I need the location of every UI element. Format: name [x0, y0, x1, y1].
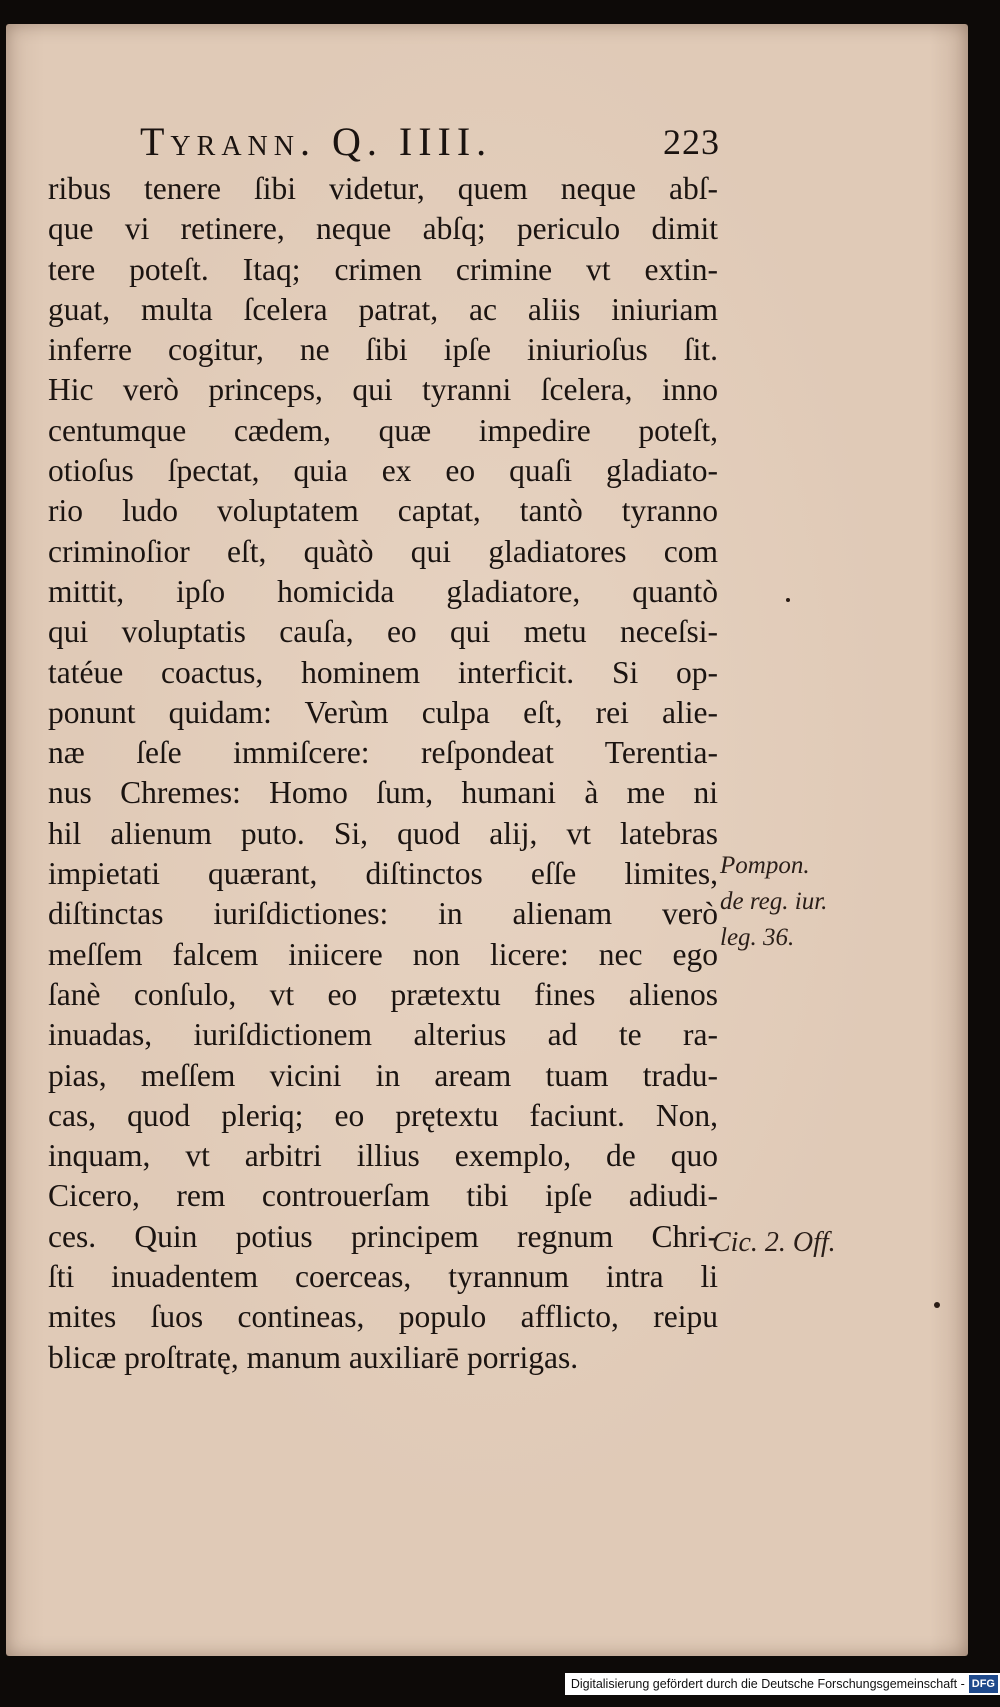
- ink-speck: [934, 1302, 940, 1308]
- text-line: impietati quærant, diſtinctos eſſe limites,: [48, 856, 718, 892]
- text-line: mites ſuos contineas, populo afflicto, reipu: [48, 1299, 718, 1335]
- margin-note-line: leg. 36.: [720, 924, 795, 951]
- text-line: rio ludo voluptatem captat, tantò tyranno: [48, 493, 718, 529]
- text-line: otioſus ſpectat, quia ex eo quaſi gladiato-: [48, 453, 718, 489]
- body-text: [48, 169, 718, 1378]
- text-line: cas, quod pleriq; eo prętextu faciunt. Non,: [48, 1097, 718, 1133]
- page-number: 223: [663, 122, 720, 162]
- text-line: pias, meſſem vicini in aream tuam tradu-: [48, 1057, 718, 1093]
- ink-speck: [786, 598, 790, 602]
- digitization-credit: [565, 1673, 1000, 1695]
- text-line: meſſem falcem iniicere non licere: nec ego: [48, 936, 718, 972]
- text-line: Cicero, rem controuerſam tibi ipſe adiudi-: [48, 1178, 718, 1214]
- text-line: inferre cogitur, ne ſibi ipſe iniurioſus ſit.: [48, 332, 718, 368]
- text-line: inquam, vt arbitri illius exemplo, de quo: [48, 1138, 718, 1174]
- text-line: qui voluptatis cauſa, eo qui metu neceſsi-: [48, 614, 718, 650]
- margin-note-pomponius: [720, 848, 827, 956]
- text-line: tere poteſt. Itaq; crimen crimine vt extin-: [48, 251, 718, 287]
- margin-note-line: de reg. iur.: [720, 888, 828, 915]
- margin-note-line: Pompon.: [720, 852, 810, 879]
- text-line: hil alienum puto. Si, quod alij, vt latebras: [48, 815, 718, 851]
- text-line: criminoſior eſt, quàtò qui gladiatores com: [48, 533, 718, 569]
- text-line: ribus tenere ſibi videtur, quem neque abſ-: [48, 171, 718, 206]
- running-title: Tyrann. Q. IIII.: [140, 119, 493, 164]
- text-line: nus Chremes: Homo ſum, humani à me ni: [48, 775, 718, 811]
- text-line: ponunt quidam: Verùm culpa eſt, rei alie-: [48, 694, 718, 730]
- text-line: ces. Quin potius principem regnum Chri-: [48, 1218, 718, 1254]
- text-line: centumque cædem, quæ impedire poteſt,: [48, 412, 718, 448]
- text-line: blicæ proſtratę, manum auxiliarē porrigas.: [48, 1339, 579, 1375]
- text-line: næ ſeſe immiſcere: reſpondeat Terentia-: [48, 735, 718, 771]
- credit-text: Digitalisierung gefördert durch die Deutsche Forschungsgemeinschaft -: [570, 1677, 965, 1691]
- text-line: diſtinctas iuriſdictiones: in alienam verò: [48, 896, 718, 932]
- dfg-logo: DFG: [969, 1675, 998, 1693]
- text-line: que vi retinere, neque abſq; periculo dimit: [48, 211, 718, 247]
- text-line: Hic verò princeps, qui tyranni ſcelera, inno: [48, 372, 718, 408]
- text-line: guat, multa ſcelera patrat, ac aliis iniuriam: [48, 291, 718, 327]
- text-line: ſanè conſulo, vt eo prætextu fines alienos: [48, 976, 718, 1012]
- text-line: mittit, ipſo homicida gladiatore, quantò: [48, 573, 718, 609]
- text-line: ſti inuadentem coerceas, tyrannum intra li: [48, 1259, 718, 1295]
- text-line: tatéue coactus, hominem interficit. Si op-: [48, 654, 718, 690]
- margin-note-cicero: Cic. 2. Off.: [712, 1227, 836, 1258]
- text-line: inuadas, iuriſdictionem alterius ad te ra-: [48, 1017, 718, 1053]
- page-header: [140, 112, 720, 172]
